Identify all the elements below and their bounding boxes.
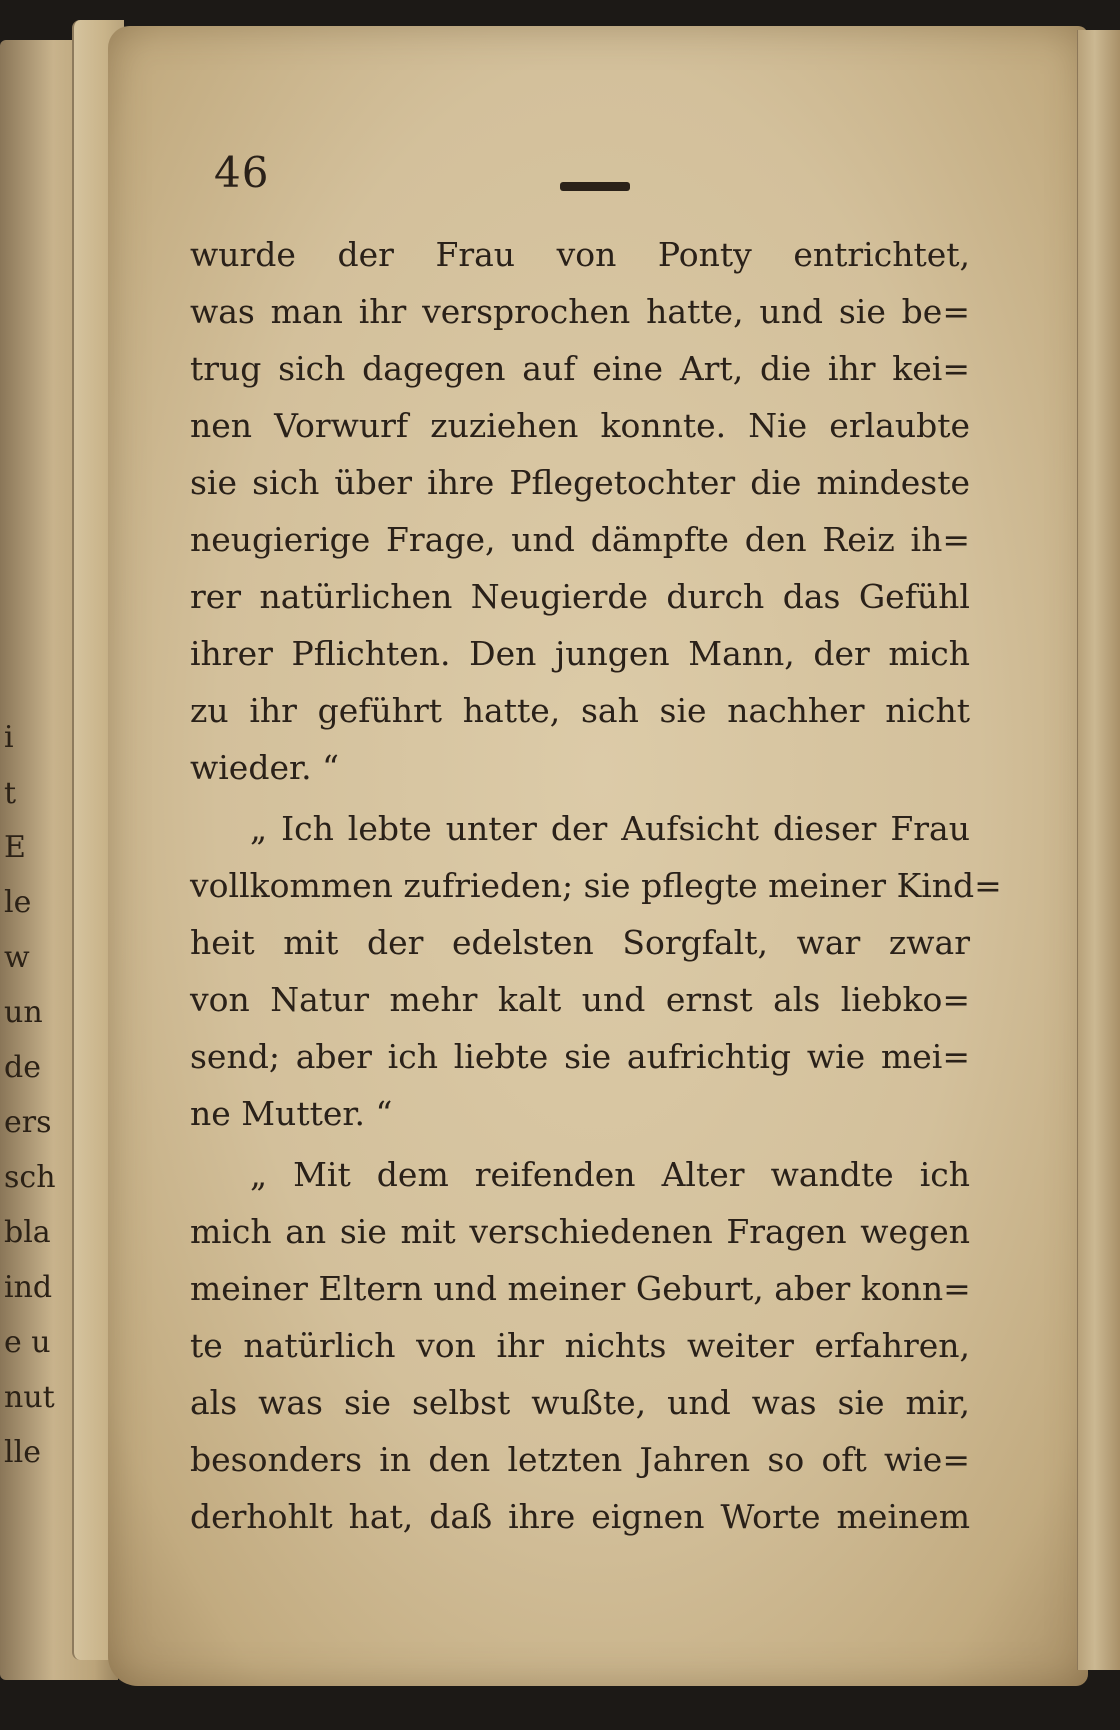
header-rule [560, 182, 630, 191]
text-line: ihrer Pflichten. Den jungen Mann, der mich [190, 634, 970, 673]
adjacent-page-fragment: de [4, 1050, 41, 1085]
adjacent-page-fragment: ers [4, 1105, 52, 1140]
adjacent-page-fragment: un [4, 995, 43, 1030]
adjacent-page-fragment: le [4, 885, 32, 920]
adjacent-page-fragment: sch [4, 1160, 56, 1195]
text-line: besonders in den letzten Jahren so oft wie= [190, 1440, 970, 1479]
text-line: als was sie selbst wußte, und was sie mir, [190, 1383, 970, 1422]
adjacent-page-fragment: e u [4, 1325, 51, 1360]
text-line: vollkommen zufrieden; sie pflegte meiner Kind= [190, 866, 1002, 905]
text-line: „ Ich lebte unter der Aufsicht dieser Frau [250, 809, 970, 848]
adjacent-page-fragment: i [4, 720, 14, 755]
text-line: send; aber ich liebte sie aufrichtig wie mei= [190, 1037, 970, 1076]
page-stack-right-edge [1077, 30, 1120, 1670]
text-line: te natürlich von ihr nichts weiter erfahren, [190, 1326, 970, 1365]
text-line: heit mit der edelsten Sorgfalt, war zwar [190, 923, 970, 962]
adjacent-page-fragment: E [4, 830, 26, 865]
text-line: zu ihr geführt hatte, sah sie nachher nicht [190, 691, 970, 730]
text-line: was man ihr versprochen hatte, und sie be= [190, 292, 970, 331]
text-line: ne Mutter. “ [190, 1094, 393, 1133]
text-line: von Natur mehr kalt und ernst als liebko= [190, 980, 970, 1019]
text-line: wieder. “ [190, 748, 339, 787]
adjacent-page-fragment: nut [4, 1380, 55, 1415]
text-line: nen Vorwurf zuziehen konnte. Nie erlaubte [190, 406, 970, 445]
text-line: sie sich über ihre Pflegetochter die mindeste [190, 463, 970, 502]
text-line: wurde der Frau von Ponty entrichtet, [190, 235, 970, 274]
adjacent-page-fragment: ind [4, 1270, 53, 1305]
adjacent-page-fragment: lle [4, 1435, 41, 1470]
text-line: mich an sie mit verschiedenen Fragen wegen [190, 1212, 970, 1251]
page-number: 46 [214, 148, 270, 197]
text-line: trug sich dagegen auf eine Art, die ihr kei= [190, 349, 970, 388]
adjacent-page-fragment: t [4, 776, 17, 811]
text-line: „ Mit dem reifenden Alter wandte ich [250, 1155, 970, 1194]
page-body-text [190, 226, 1002, 1545]
text-line: derhohlt hat, daß ihre eignen Worte meinem [190, 1497, 970, 1536]
adjacent-page-fragment: w [4, 940, 30, 975]
text-line: meiner Eltern und meiner Geburt, aber konn= [190, 1269, 971, 1308]
text-line: rer natürlichen Neugierde durch das Gefühl [190, 577, 970, 616]
adjacent-page-fragment: bla [4, 1215, 51, 1250]
text-line: neugierige Frage, und dämpfte den Reiz ih= [190, 520, 970, 559]
